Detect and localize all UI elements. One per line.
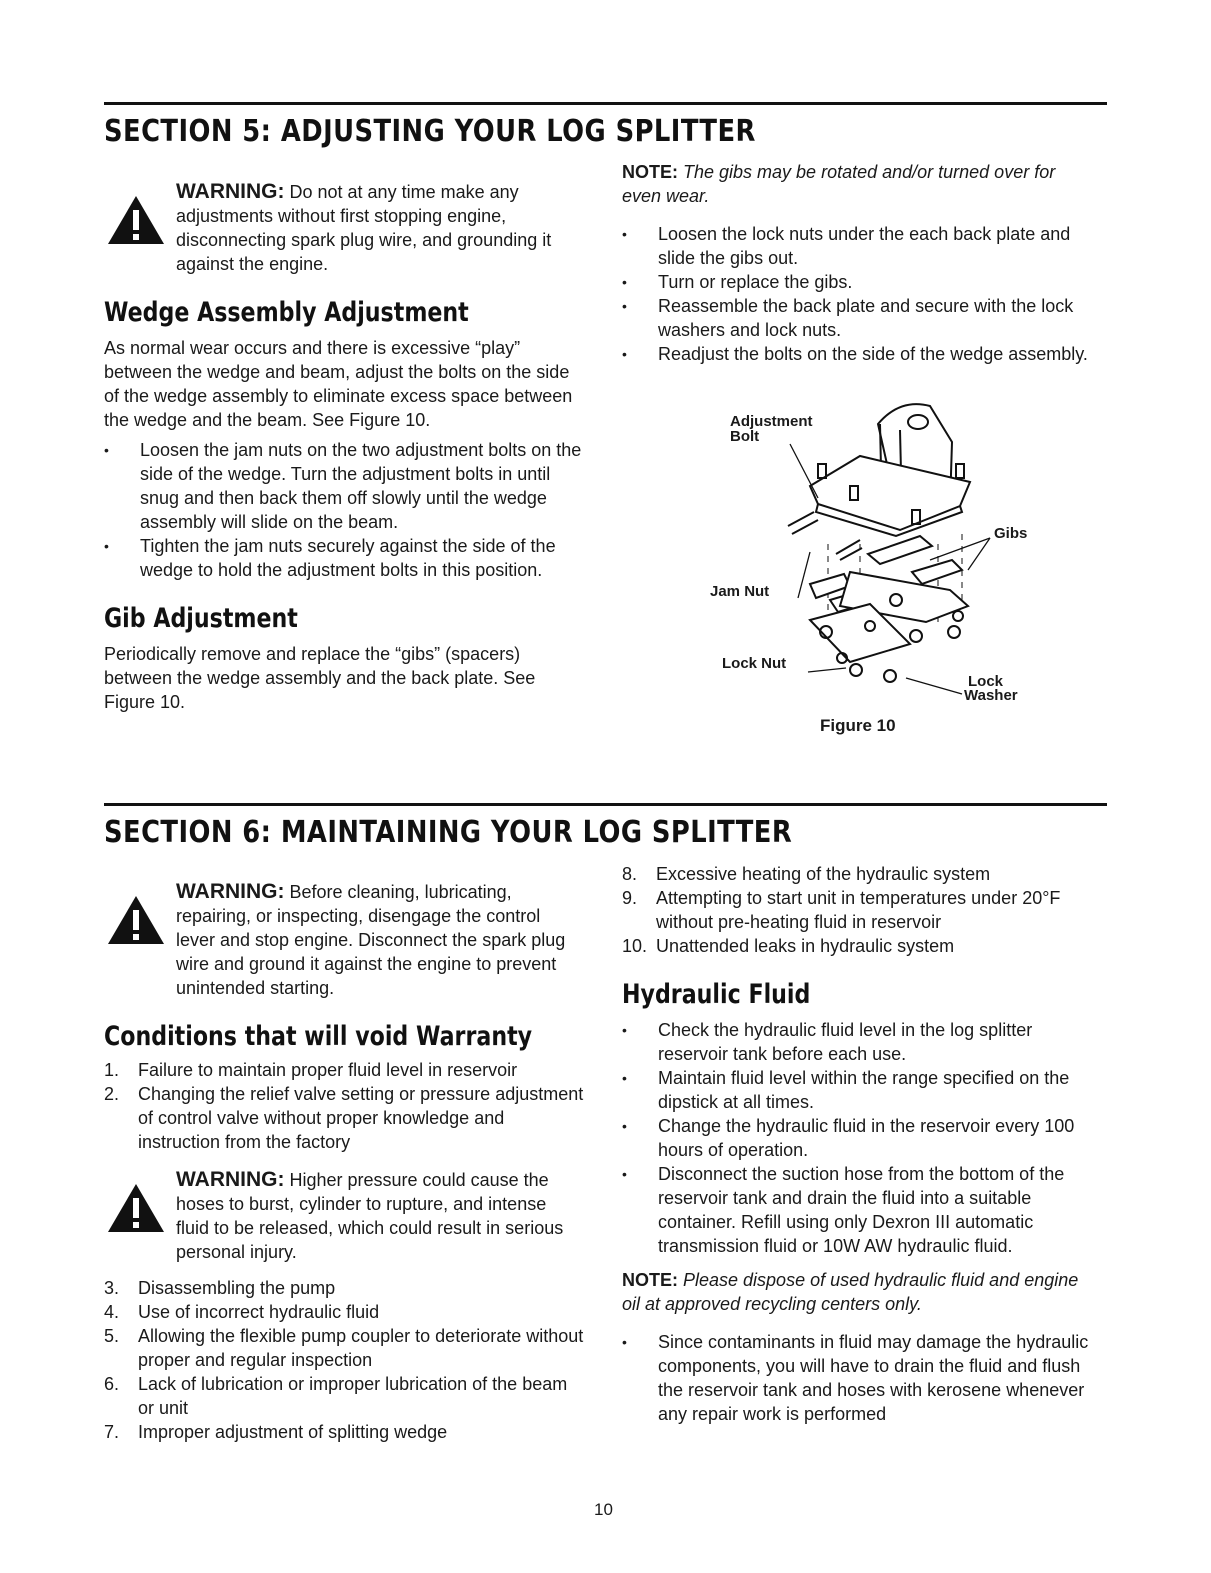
gib-text: Periodically remove and replace the “gibs” (spacers) between the wedge assembly and the back plate. See Figure 10. (104, 644, 536, 712)
list-item: 1. Failure to maintain proper fluid level in reservoir (104, 1060, 518, 1080)
note-label: NOTE: (622, 1270, 678, 1290)
hydraulic-bullets (622, 1018, 1100, 1258)
warning-text: Do not at any time make any adjustments without first stopping engine, disconnecting spark plug wire, and grounding it against the engine. (176, 182, 552, 274)
list-item: 3. Disassembling the pump (104, 1278, 336, 1298)
section-5-left-column (104, 180, 584, 714)
warning-label: WARNING: (176, 880, 285, 903)
gib-note (622, 160, 1092, 208)
warranty-list-a (104, 1058, 584, 1154)
list-item: • Since contaminants in fluid may damage the hydraulic components, you will have to drain the fluid and flush the reservoir tank and hoses with kerosene whenever any repair work is performed (622, 1330, 1100, 1426)
hydraulic-note (622, 1268, 1100, 1316)
section-6-rule (104, 803, 1107, 806)
section-6-title: SECTION 6: MAINTAINING YOUR LOG SPLITTER (104, 815, 793, 850)
gib-bullets (622, 222, 1092, 366)
warning-label: WARNING: (176, 1168, 285, 1191)
label-washer: Washer (964, 687, 1018, 704)
list-item: 5. Allowing the flexible pump coupler to deteriorate without proper and regular inspection (104, 1326, 584, 1370)
section-5-rule (104, 102, 1107, 105)
note-text: The gibs may be rotated and/or turned over for even wear. (622, 162, 1056, 206)
warning-icon (106, 894, 166, 946)
figure-caption: Figure 10 (820, 716, 896, 735)
label-adjustment: Adjustment (730, 413, 813, 430)
section-5-right-column (622, 160, 1092, 366)
label-jam-nut: Jam Nut (710, 583, 770, 600)
section-6-right-column (622, 862, 1100, 1426)
section-5-title: SECTION 5: ADJUSTING YOUR LOG SPLITTER (104, 114, 756, 149)
section-6-left-column (104, 880, 584, 1444)
list-item: • Reassemble the back plate and secure with the lock washers and lock nuts. (622, 294, 1092, 342)
list-item: 8. Excessive heating of the hydraulic system (622, 864, 991, 884)
list-item: • Loosen the jam nuts on the two adjustment bolts on the side of the wedge. Turn the adjustment bolts in until snug and then back them off slowly until the wedge assembly will slide on the beam. (104, 438, 584, 534)
warning-text: Higher pressure could cause the hoses to burst, cylinder to rupture, and intense fluid to be released, which could result in serious personal injury. (176, 1170, 564, 1262)
warning-icon (106, 1182, 166, 1234)
warning-label: WARNING: (176, 180, 285, 203)
wedge-intro: As normal wear occurs and there is excessive “play” between the wedge and beam, adjust the bolts on the side of the wedge assembly to eliminate excess space between the wedge and the beam. See Figure 10. (104, 338, 573, 430)
list-item: • Change the hydraulic fluid in the reservoir every 100 hours of operation. (622, 1114, 1100, 1162)
list-item: 7. Improper adjustment of splitting wedge (104, 1422, 448, 1442)
warning-block (104, 880, 584, 1000)
hydraulic-heading: Hydraulic Fluid (622, 979, 811, 1010)
list-item: • Disconnect the suction hose from the bottom of the reservoir tank and drain the fluid into a suitable container. Refill using only Dexron III automatic transmission fluid or 10W AW hydraulic fluid. (622, 1162, 1100, 1258)
figure-10 (700, 394, 1060, 714)
warning-block (104, 180, 584, 276)
warranty-list-b (104, 1276, 584, 1444)
label-bolt: Bolt (730, 428, 760, 445)
list-item: • Turn or replace the gibs. (622, 270, 1092, 294)
list-item: 6. Lack of lubrication or improper lubrication of the beam or unit (104, 1374, 568, 1418)
wedge-bullets (104, 438, 584, 582)
gib-heading: Gib Adjustment (104, 603, 298, 634)
warning-block-2 (104, 1168, 584, 1264)
label-lock: Lock (968, 673, 1004, 690)
list-item: • Check the hydraulic fluid level in the log splitter reservoir tank before each use. (622, 1018, 1100, 1066)
label-gibs: Gibs (994, 525, 1028, 542)
page-number: 10 (594, 1500, 613, 1519)
label-lock-nut: Lock Nut (722, 655, 787, 672)
list-item: • Readjust the bolts on the side of the wedge assembly. (622, 342, 1092, 366)
list-item: 9. Attempting to start unit in temperatures under 20°F without pre-heating fluid in reservoir (622, 888, 1061, 932)
note-text: Please dispose of used hydraulic fluid and engine oil at approved recycling centers only. (622, 1270, 1079, 1314)
list-item: • Loosen the lock nuts under the each back plate and slide the gibs out. (622, 222, 1092, 270)
wedge-heading: Wedge Assembly Adjustment (104, 297, 469, 328)
warranty-list-c (622, 862, 1100, 958)
warning-text: Before cleaning, lubricating, repairing, or inspecting, disengage the control lever and stop engine. Disconnect the spark plug wire and ground it against the engine to prevent unintended starting. (176, 882, 566, 998)
hydraulic-bullets-2 (622, 1330, 1100, 1426)
list-item: • Tighten the jam nuts securely against the side of the wedge to hold the adjustment bolts in this position. (104, 534, 584, 582)
note-label: NOTE: (622, 162, 678, 182)
warranty-heading: Conditions that will void Warranty (104, 1021, 533, 1052)
warning-icon (106, 194, 166, 246)
list-item: 4. Use of incorrect hydraulic fluid (104, 1302, 380, 1322)
list-item: • Maintain fluid level within the range specified on the dipstick at all times. (622, 1066, 1100, 1114)
list-item: 2. Changing the relief valve setting or pressure adjustment of control valve without proper knowledge and instruction from the factory (104, 1084, 584, 1152)
list-item: 10. Unattended leaks in hydraulic system (622, 936, 955, 956)
